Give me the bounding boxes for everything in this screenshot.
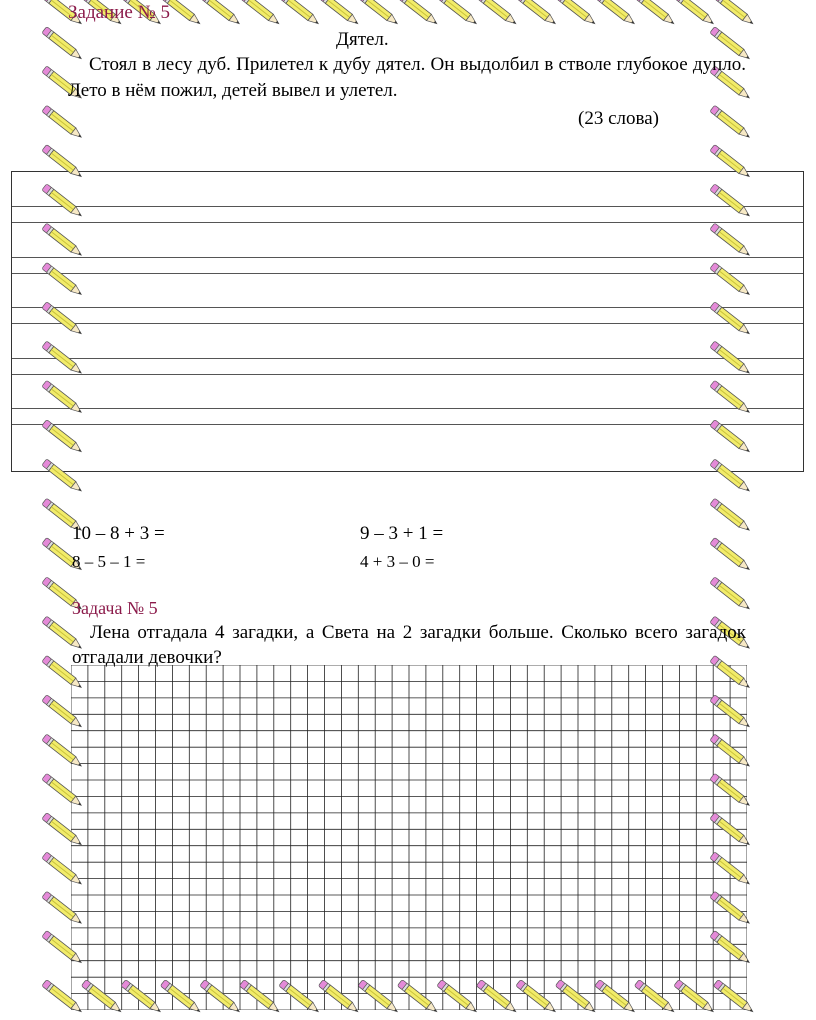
pencil-icon	[674, 0, 716, 27]
pencil-icon	[42, 144, 84, 179]
pencil-icon	[318, 0, 360, 27]
pencil-icon	[710, 577, 752, 612]
pencil-icon	[42, 459, 84, 494]
pencil-icon	[516, 0, 558, 27]
pencil-icon	[674, 980, 716, 1015]
pencil-icon	[42, 380, 84, 415]
pencil-icon	[710, 734, 752, 769]
pencil-icon	[42, 891, 84, 926]
problem-label: Задача № 5	[72, 598, 158, 618]
pencil-icon	[634, 980, 676, 1015]
pencil-icon	[42, 420, 84, 455]
pencil-icon	[42, 341, 84, 376]
pencil-icon	[710, 498, 752, 533]
pencil-icon	[437, 980, 479, 1015]
pencil-icon	[121, 980, 163, 1015]
pencil-icon	[42, 980, 84, 1015]
pencil-icon	[42, 852, 84, 887]
pencil-icon	[42, 695, 84, 730]
pencil-icon	[279, 980, 321, 1015]
pencil-icon	[200, 0, 242, 27]
pencil-icon	[476, 0, 518, 27]
pencil-icon	[318, 980, 360, 1015]
pencil-icon	[710, 184, 752, 219]
pencil-icon	[710, 813, 752, 848]
pencil-icon	[713, 980, 755, 1015]
dictation-title: Дятел.	[336, 29, 389, 50]
dictation-text: Стоял в лесу дуб. Прилетел к дубу дятел. Он выдолбил в стволе глубокое дупло. Лето в нём пожил, детей вывел и улетел.	[68, 54, 746, 101]
pencil-icon	[710, 459, 752, 494]
expression-right-1: 9 – 3 + 1 =	[360, 523, 444, 544]
pencil-icon	[160, 980, 202, 1015]
pencil-icon	[397, 980, 439, 1015]
pencil-icon	[713, 0, 755, 27]
pencil-icon	[516, 980, 558, 1015]
pencil-icon	[42, 262, 84, 297]
problem-text: Лена отгадала 4 загадки, а Света на 2 загадки больше. Сколько всего загадок отгадали девочки?	[72, 622, 746, 668]
pencil-icon	[710, 341, 752, 376]
pencil-icon	[710, 891, 752, 926]
pencil-icon	[710, 144, 752, 179]
pencil-icon	[239, 0, 281, 27]
pencil-icon	[42, 223, 84, 258]
pencil-icon	[42, 813, 84, 848]
pencil-icon	[358, 980, 400, 1015]
pencil-icon	[710, 223, 752, 258]
pencil-icon	[710, 852, 752, 887]
pencil-icon	[710, 105, 752, 140]
pencil-icon	[279, 0, 321, 27]
pencil-icon	[555, 980, 597, 1015]
pencil-icon	[42, 930, 84, 965]
expression-left-2: 8 – 5 – 1 =	[72, 552, 146, 571]
pencil-icon	[595, 980, 637, 1015]
pencil-icon	[710, 262, 752, 297]
pencil-icon	[358, 0, 400, 27]
pencil-icon	[634, 0, 676, 27]
pencil-icon	[42, 734, 84, 769]
pencil-icon	[555, 0, 597, 27]
pencil-icon	[595, 0, 637, 27]
expression-left-1: 10 – 8 + 3 =	[72, 523, 165, 544]
task-label: Задание № 5	[68, 2, 170, 23]
pencil-icon	[42, 184, 84, 219]
pencil-icon	[710, 380, 752, 415]
pencil-icon	[239, 980, 281, 1015]
pencil-icon	[42, 302, 84, 337]
pencil-icon	[476, 980, 518, 1015]
pencil-icon	[42, 105, 84, 140]
pencil-icon	[81, 980, 123, 1015]
pencil-icon	[42, 773, 84, 808]
pencil-icon	[437, 0, 479, 27]
pencil-icon	[710, 302, 752, 337]
word-count: (23 слова)	[578, 108, 659, 129]
pencil-icon	[710, 537, 752, 572]
pencil-icon	[710, 420, 752, 455]
pencil-icon	[710, 930, 752, 965]
pencil-icon	[710, 695, 752, 730]
pencil-icon	[200, 980, 242, 1015]
pencil-icon	[710, 773, 752, 808]
expression-right-2: 4 + 3 – 0 =	[360, 552, 435, 571]
pencil-icon	[397, 0, 439, 27]
